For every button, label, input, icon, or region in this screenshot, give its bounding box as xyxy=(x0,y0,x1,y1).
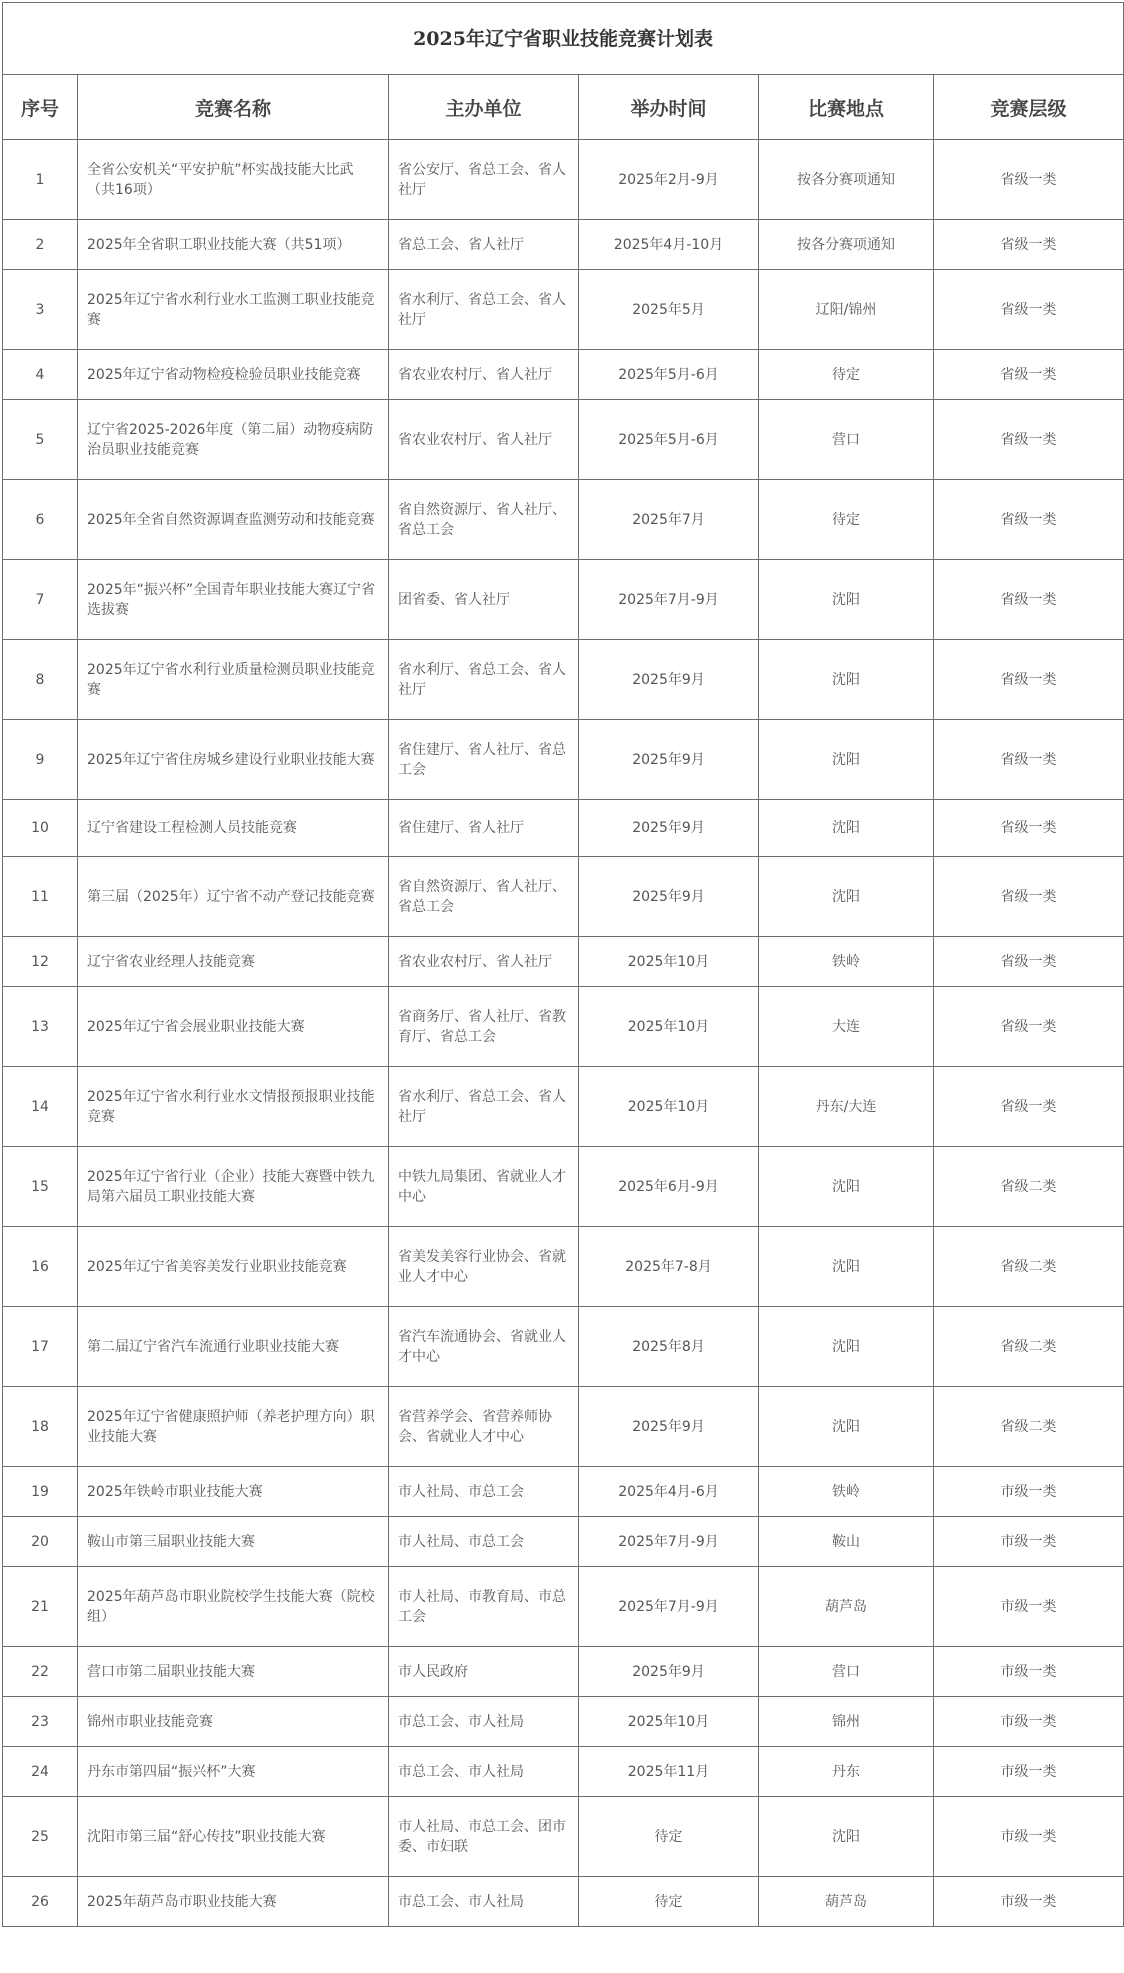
row-number: 20 xyxy=(3,1517,78,1567)
table-row xyxy=(3,1467,1124,1517)
host-organization: 省农业农村厅、省人社厅 xyxy=(389,350,579,400)
competition-name: 营口市第二届职业技能大赛 xyxy=(78,1647,389,1697)
host-organization: 团省委、省人社厅 xyxy=(389,560,579,640)
row-number: 23 xyxy=(3,1697,78,1747)
row-number: 21 xyxy=(3,1567,78,1647)
event-place: 铁岭 xyxy=(759,1467,934,1517)
row-number: 19 xyxy=(3,1467,78,1517)
table-row xyxy=(3,1877,1124,1927)
event-time: 2025年5月-6月 xyxy=(579,350,759,400)
event-place: 鞍山 xyxy=(759,1517,934,1567)
event-time: 2025年5月-6月 xyxy=(579,400,759,480)
row-number: 12 xyxy=(3,937,78,987)
event-time: 2025年2月-9月 xyxy=(579,140,759,220)
host-organization: 中铁九局集团、省就业人才中心 xyxy=(389,1147,579,1227)
competition-level: 省级一类 xyxy=(934,640,1124,720)
competition-table-wrapper xyxy=(2,2,1124,1927)
competition-name: 2025年辽宁省水利行业水文情报预报职业技能竞赛 xyxy=(78,1067,389,1147)
event-place: 沈阳 xyxy=(759,1227,934,1307)
row-number: 26 xyxy=(3,1877,78,1927)
host-organization: 省住建厅、省人社厅 xyxy=(389,800,579,857)
competition-level: 省级二类 xyxy=(934,1307,1124,1387)
host-organization: 省商务厅、省人社厅、省教育厅、省总工会 xyxy=(389,987,579,1067)
row-number: 11 xyxy=(3,857,78,937)
competition-level: 省级一类 xyxy=(934,857,1124,937)
host-organization: 省美发美容行业协会、省就业人才中心 xyxy=(389,1227,579,1307)
host-organization: 市总工会、市人社局 xyxy=(389,1697,579,1747)
event-time: 2025年6月-9月 xyxy=(579,1147,759,1227)
table-row xyxy=(3,480,1124,560)
event-time: 2025年9月 xyxy=(579,720,759,800)
competition-level: 省级一类 xyxy=(934,480,1124,560)
row-number: 13 xyxy=(3,987,78,1067)
event-place: 葫芦岛 xyxy=(759,1567,934,1647)
event-place: 辽阳/锦州 xyxy=(759,270,934,350)
header-place: 比赛地点 xyxy=(759,75,934,140)
row-number: 6 xyxy=(3,480,78,560)
competition-level: 市级一类 xyxy=(934,1747,1124,1797)
event-place: 沈阳 xyxy=(759,857,934,937)
table-row xyxy=(3,1797,1124,1877)
event-time: 2025年9月 xyxy=(579,1647,759,1697)
competition-level: 省级一类 xyxy=(934,400,1124,480)
event-place: 沈阳 xyxy=(759,720,934,800)
competition-name: 辽宁省2025-2026年度（第二届）动物疫病防治员职业技能竞赛 xyxy=(78,400,389,480)
table-row xyxy=(3,1307,1124,1387)
host-organization: 省自然资源厅、省人社厅、省总工会 xyxy=(389,480,579,560)
table-row xyxy=(3,350,1124,400)
event-time: 2025年10月 xyxy=(579,987,759,1067)
competition-name: 辽宁省农业经理人技能竞赛 xyxy=(78,937,389,987)
table-row xyxy=(3,640,1124,720)
event-time: 2025年9月 xyxy=(579,1387,759,1467)
table-row xyxy=(3,560,1124,640)
host-organization: 省水利厅、省总工会、省人社厅 xyxy=(389,640,579,720)
row-number: 18 xyxy=(3,1387,78,1467)
event-place: 葫芦岛 xyxy=(759,1877,934,1927)
competition-name: 鞍山市第三届职业技能大赛 xyxy=(78,1517,389,1567)
competition-name: 2025年铁岭市职业技能大赛 xyxy=(78,1467,389,1517)
table-row xyxy=(3,1567,1124,1647)
event-time: 2025年4月-10月 xyxy=(579,220,759,270)
competition-level: 省级二类 xyxy=(934,1147,1124,1227)
competition-name: 第三届（2025年）辽宁省不动产登记技能竞赛 xyxy=(78,857,389,937)
competition-name: 2025年辽宁省美容美发行业职业技能竞赛 xyxy=(78,1227,389,1307)
event-place: 按各分赛项通知 xyxy=(759,220,934,270)
table-row xyxy=(3,400,1124,480)
row-number: 7 xyxy=(3,560,78,640)
event-place: 营口 xyxy=(759,1647,934,1697)
header-no: 序号 xyxy=(3,75,78,140)
competition-plan-table xyxy=(2,2,1124,1927)
table-row xyxy=(3,1647,1124,1697)
page-title: 2025年辽宁省职业技能竞赛计划表 xyxy=(3,3,1124,75)
event-place: 沈阳 xyxy=(759,1797,934,1877)
row-number: 24 xyxy=(3,1747,78,1797)
competition-level: 省级一类 xyxy=(934,720,1124,800)
host-organization: 市人社局、市教育局、市总工会 xyxy=(389,1567,579,1647)
table-row xyxy=(3,857,1124,937)
event-time: 2025年10月 xyxy=(579,937,759,987)
competition-name: 第二届辽宁省汽车流通行业职业技能大赛 xyxy=(78,1307,389,1387)
event-place: 锦州 xyxy=(759,1697,934,1747)
host-organization: 省住建厅、省人社厅、省总工会 xyxy=(389,720,579,800)
host-organization: 市人社局、市总工会、团市委、市妇联 xyxy=(389,1797,579,1877)
competition-level: 省级一类 xyxy=(934,987,1124,1067)
host-organization: 省营养学会、省营养师协会、省就业人才中心 xyxy=(389,1387,579,1467)
competition-level: 省级一类 xyxy=(934,350,1124,400)
event-place: 丹东/大连 xyxy=(759,1067,934,1147)
competition-level: 省级一类 xyxy=(934,1067,1124,1147)
host-organization: 省总工会、省人社厅 xyxy=(389,220,579,270)
event-place: 营口 xyxy=(759,400,934,480)
title-row xyxy=(3,3,1124,75)
table-row xyxy=(3,937,1124,987)
competition-name: 2025年“振兴杯”全国青年职业技能大赛辽宁省选拔赛 xyxy=(78,560,389,640)
competition-level: 市级一类 xyxy=(934,1517,1124,1567)
event-time: 2025年4月-6月 xyxy=(579,1467,759,1517)
table-body xyxy=(3,140,1124,1927)
event-time: 2025年9月 xyxy=(579,857,759,937)
event-time: 2025年7月 xyxy=(579,480,759,560)
competition-name: 2025年辽宁省水利行业水工监测工职业技能竞赛 xyxy=(78,270,389,350)
header-level: 竞赛层级 xyxy=(934,75,1124,140)
table-row xyxy=(3,1227,1124,1307)
competition-name: 沈阳市第三届“舒心传技”职业技能大赛 xyxy=(78,1797,389,1877)
competition-level: 市级一类 xyxy=(934,1797,1124,1877)
table-row xyxy=(3,1747,1124,1797)
competition-level: 省级一类 xyxy=(934,270,1124,350)
host-organization: 省水利厅、省总工会、省人社厅 xyxy=(389,270,579,350)
host-organization: 市总工会、市人社局 xyxy=(389,1877,579,1927)
host-organization: 省水利厅、省总工会、省人社厅 xyxy=(389,1067,579,1147)
competition-name: 2025年辽宁省动物检疫检验员职业技能竞赛 xyxy=(78,350,389,400)
host-organization: 省汽车流通协会、省就业人才中心 xyxy=(389,1307,579,1387)
event-time: 2025年7月-9月 xyxy=(579,1567,759,1647)
table-row xyxy=(3,220,1124,270)
host-organization: 市人民政府 xyxy=(389,1647,579,1697)
host-organization: 省农业农村厅、省人社厅 xyxy=(389,400,579,480)
competition-level: 省级二类 xyxy=(934,1387,1124,1467)
table-row xyxy=(3,987,1124,1067)
row-number: 17 xyxy=(3,1307,78,1387)
competition-level: 省级一类 xyxy=(934,800,1124,857)
competition-level: 市级一类 xyxy=(934,1647,1124,1697)
row-number: 1 xyxy=(3,140,78,220)
competition-name: 2025年辽宁省水利行业质量检测员职业技能竞赛 xyxy=(78,640,389,720)
row-number: 15 xyxy=(3,1147,78,1227)
table-row xyxy=(3,800,1124,857)
row-number: 14 xyxy=(3,1067,78,1147)
event-time: 2025年7月-9月 xyxy=(579,560,759,640)
table-row xyxy=(3,1517,1124,1567)
competition-level: 市级一类 xyxy=(934,1467,1124,1517)
header-name: 竞赛名称 xyxy=(78,75,389,140)
row-number: 2 xyxy=(3,220,78,270)
event-time: 2025年5月 xyxy=(579,270,759,350)
table-row xyxy=(3,1147,1124,1227)
competition-name: 2025年辽宁省住房城乡建设行业职业技能大赛 xyxy=(78,720,389,800)
event-time: 2025年7-8月 xyxy=(579,1227,759,1307)
table-row xyxy=(3,1387,1124,1467)
event-place: 按各分赛项通知 xyxy=(759,140,934,220)
competition-name: 2025年葫芦岛市职业技能大赛 xyxy=(78,1877,389,1927)
event-place: 沈阳 xyxy=(759,1307,934,1387)
host-organization: 市人社局、市总工会 xyxy=(389,1467,579,1517)
event-time: 2025年7月-9月 xyxy=(579,1517,759,1567)
competition-name: 2025年辽宁省健康照护师（养老护理方向）职业技能大赛 xyxy=(78,1387,389,1467)
competition-level: 市级一类 xyxy=(934,1697,1124,1747)
competition-name: 2025年辽宁省行业（企业）技能大赛暨中铁九局第六届员工职业技能大赛 xyxy=(78,1147,389,1227)
table-row xyxy=(3,1067,1124,1147)
event-place: 沈阳 xyxy=(759,1147,934,1227)
row-number: 4 xyxy=(3,350,78,400)
competition-level: 市级一类 xyxy=(934,1567,1124,1647)
competition-name: 辽宁省建设工程检测人员技能竞赛 xyxy=(78,800,389,857)
header-host: 主办单位 xyxy=(389,75,579,140)
event-place: 沈阳 xyxy=(759,800,934,857)
event-time: 待定 xyxy=(579,1877,759,1927)
row-number: 10 xyxy=(3,800,78,857)
competition-name: 锦州市职业技能竞赛 xyxy=(78,1697,389,1747)
table-row xyxy=(3,1697,1124,1747)
event-place: 沈阳 xyxy=(759,640,934,720)
host-organization: 省公安厅、省总工会、省人社厅 xyxy=(389,140,579,220)
event-time: 待定 xyxy=(579,1797,759,1877)
event-time: 2025年9月 xyxy=(579,800,759,857)
competition-level: 省级一类 xyxy=(934,140,1124,220)
event-place: 待定 xyxy=(759,480,934,560)
event-time: 2025年10月 xyxy=(579,1067,759,1147)
competition-name: 丹东市第四届“振兴杯”大赛 xyxy=(78,1747,389,1797)
table-row xyxy=(3,270,1124,350)
event-time: 2025年9月 xyxy=(579,640,759,720)
host-organization: 市总工会、市人社局 xyxy=(389,1747,579,1797)
event-place: 待定 xyxy=(759,350,934,400)
competition-name: 2025年全省职工职业技能大赛（共51项） xyxy=(78,220,389,270)
table-row xyxy=(3,140,1124,220)
event-place: 沈阳 xyxy=(759,1387,934,1467)
row-number: 9 xyxy=(3,720,78,800)
competition-name: 2025年辽宁省会展业职业技能大赛 xyxy=(78,987,389,1067)
row-number: 5 xyxy=(3,400,78,480)
event-time: 2025年11月 xyxy=(579,1747,759,1797)
event-time: 2025年8月 xyxy=(579,1307,759,1387)
competition-name: 2025年葫芦岛市职业院校学生技能大赛（院校组） xyxy=(78,1567,389,1647)
row-number: 8 xyxy=(3,640,78,720)
competition-name: 2025年全省自然资源调查监测劳动和技能竞赛 xyxy=(78,480,389,560)
competition-name: 全省公安机关“平安护航”杯实战技能大比武（共16项） xyxy=(78,140,389,220)
row-number: 22 xyxy=(3,1647,78,1697)
competition-level: 省级一类 xyxy=(934,560,1124,640)
competition-level: 省级二类 xyxy=(934,1227,1124,1307)
competition-level: 省级一类 xyxy=(934,937,1124,987)
competition-level: 市级一类 xyxy=(934,1877,1124,1927)
event-time: 2025年10月 xyxy=(579,1697,759,1747)
host-organization: 省农业农村厅、省人社厅 xyxy=(389,937,579,987)
row-number: 25 xyxy=(3,1797,78,1877)
header-time: 举办时间 xyxy=(579,75,759,140)
row-number: 3 xyxy=(3,270,78,350)
event-place: 丹东 xyxy=(759,1747,934,1797)
host-organization: 市人社局、市总工会 xyxy=(389,1517,579,1567)
competition-level: 省级一类 xyxy=(934,220,1124,270)
header-row xyxy=(3,75,1124,140)
table-row xyxy=(3,720,1124,800)
event-place: 铁岭 xyxy=(759,937,934,987)
event-place: 沈阳 xyxy=(759,560,934,640)
host-organization: 省自然资源厅、省人社厅、省总工会 xyxy=(389,857,579,937)
row-number: 16 xyxy=(3,1227,78,1307)
event-place: 大连 xyxy=(759,987,934,1067)
